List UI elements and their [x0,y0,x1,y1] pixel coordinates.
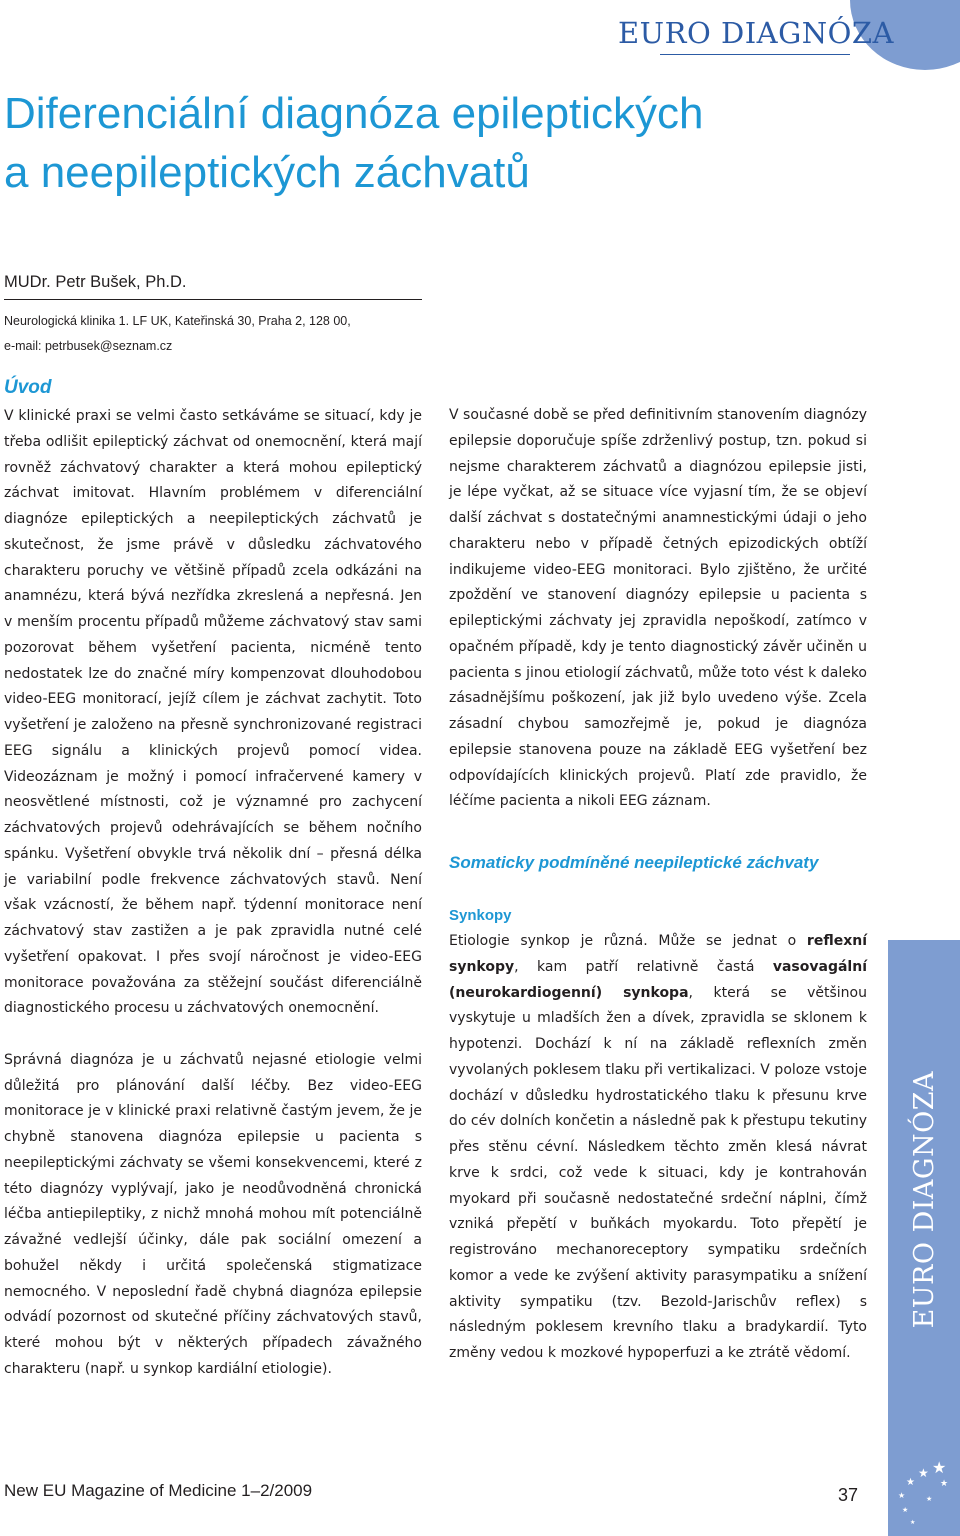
sidebar-label: EURO DIAGNÓZA [908,1071,940,1329]
sidebar-banner: EURO DIAGNÓZA ★ ★ ★ ★ ★ ★ ★ ★ [888,940,960,1536]
text-run: , která se většinou vyskytuje u mladších žen a dívek, zpravidla se sklonem k hypotenzi. Dochází k ní na základě reflexních změn vyvolaných poklesem tlaku při vertikalizaci. V poloze vstoje dochází v důsledku hydrostatického tlaku k přesunu krve do cév dolních končetin a následně pak k přestupu tekutiny přes stěnu cévní. Následkem těchto změn klesá návrat krve k srdci, což vede k situaci, kdy je kontrahován myokard při současně nedostatečné srdeční náplni, čímž vzniká přepětí v buňkách myokardu. Toto přepětí je registrováno mechanoreceptory sympatiku srdečních komor a vede ke zvýšení aktivity parasympatiku a snížení aktivity sympatiku (tzv. Bezold-Jarischův reflex) s následným poklesem krevního tlaku a bradykardií. Tyto změny vedou k mozkové hypoperfuzi a ke ztrátě vědomí. [449,984,867,1361]
author-divider [4,299,422,300]
left-column [4,376,422,1383]
bold-term: reflexní synkopy [449,933,867,975]
affiliation-address: Neurologická klinika 1. LF UK, Kateřinská 30, Praha 2, 128 00, [4,314,351,328]
article-title [4,84,884,202]
text-run: Etiologie synkop je různá. Může se jednat o [449,933,807,949]
paragraph: Správná diagnóza je u záchvatů nejasné etiologie velmi důležitá pro plánování další léčby. Bez video-EEG monitorace je v klinické praxi relativně častým jevem, že je chybně stanovena diagnóza epilepsie u pacienta s neepileptickými záchvaty se všemi konsekvencemi, které z této diagnózy vyplývají, jako je neodůvodněná chronická léčba antiepileptiky, z nichž mnohá mohou mít potenciálně závažné vedlejší účinky, dále pak sociální omezení a bohužel někdy i určitá společenská stigmatizace nemocného. V neposlední řadě chybná diagnóza epilepsie odvádí pozornost od skutečné příčiny záchvatových stavů, které mohou být v některých případech závažného charakteru (např. u synkop kardiální etiologie). [4,1051,422,1377]
article-title-line-1: Diferenciální diagnóza epileptických [4,89,704,138]
bold-term: vasovagální (neurokardiogenní) synkopa [449,958,867,1001]
paragraph-synkopy [449,929,867,1367]
footer-magazine: New EU Magazine of Medicine 1–2/2009 [4,1481,313,1500]
text-run: , kam patří relativně častá [514,958,773,975]
section-title-uvod: Úvod [4,377,52,398]
right-column [449,403,867,1367]
section-title-somatic: Somaticky podmíněné neepileptické záchvaty [449,853,819,872]
author-affiliation [4,309,424,359]
article-title-line-2: a neepileptických záchvatů [4,148,530,197]
subheading-synkopy: Synkopy [449,907,512,924]
journal-header-title: EURO DIAGNÓZA [618,16,894,50]
header-divider [660,54,850,55]
author-name: MUDr. Petr Bušek, Ph.D. [4,273,187,291]
paragraph: V klinické praxi se velmi často setkáváme se situací, kdy je třeba odlišit epileptický záchvat od onemocnění, která mají rovněž záchvatový charakter a která mohou epileptický záchvat imitovat. Hlavním problémem v diferenciální diagnóze epileptických a neepileptických záchvatů je skutečnost, že jsme právě v důsledku záchvatového charakteru poruchy ve většině případů zcela odkázáni na anamnézu, která bývá nezřídka zkreslená a nepřesná. Jen v menším procentu případů můžeme záchvatový stav sami pozorovat během vyšetření pacienta, nicméně tento nedostatek lze do značné míry kompenzovat dlouhodobou video-EEG monitorací, jejíž cílem je záchvat zachytit. Toto vyšetření je založeno na přesně synchronizované registraci EEG signálu a klinických projevů pomocí videa. Videozáznam je možný i pomocí infračervené kamery v neosvětlené místnosti, což je významné pro zachycení záchvatových projevů odehrávajících se během nočního spánku. Vyšetření obvykle trvá několik dní – přesná délka je variabilní podle frekvence záchvatových stavů. Není však vzácností, že během např. týdenní monitorace není záchvatový stav zastižen a je pak zpravidla nutné celé vyšetření opakovat. I přes svojí náročnost je video-EEG monitorace považována za stěžejní součást diferenciálně diagnostického procesu u záchvatových onemocnění. [4,408,422,1017]
author-email[interactable]: e-mail: petrbusek@seznam.cz [4,339,173,353]
paragraph: V současné době se před definitivním stanovením diagnózy epilepsie doporučuje spíše zdrženlivý postup, tzn. pokud si nejsme charakterem záchvatů a diagnózou epilepsie jisti, je lépe vyčkat, až se situace více vyjasní tím, že se objeví další záchvat s dostatečnými anamnestickými údaji o jeho charakteru nebo v případě četných epizodických obtíží indikujeme video-EEG monitoraci. Bylo zjištěno, že určité zpoždění ve stanovení diagnózy epilepsie u pacienta s epileptickými záchvaty jej zpravidla nepoškodí, zatímco v opačném případě, kdy je tento diagnostický závěr učiněn u pacienta s jinou etiologií záchvatů, může toto vést k daleko zásadnějšímu poškození, jak již bylo uvedeno výše. Zcela zásadní chybou samozřejmě je, pokud je diagnóza epilepsie stanovena pouze na základě EEG vyšetření bez odpovídajících klinických projevů. Platí zde pravidlo, že léčíme pacienta a nikoli EEG záznam. [449,407,867,810]
page-number: 37 [838,1485,859,1505]
